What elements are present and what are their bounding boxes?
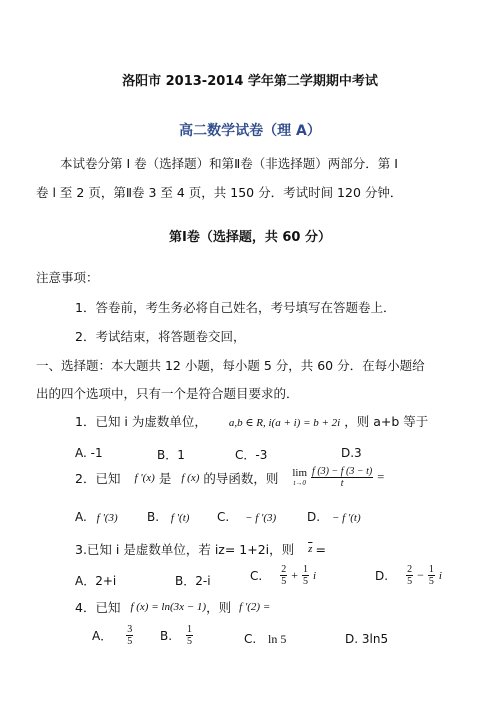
part-heading-line-2: 出的四个选项中，只有一个是符合题目要求的． [36,386,299,401]
q4-formula: f (x) = ln(3x − 1) [130,601,207,613]
q3-zbar: $\overline{z}$ [308,543,313,555]
q2-option-c-expr: − f '(3) [245,512,277,524]
question-2 [75,466,384,489]
q1-option-a[interactable]: A. -1 [75,446,103,460]
question-4 [75,598,270,616]
note-1: 1．答卷前，考生务必将自己姓名，考号填写在答题卷上． [75,300,396,315]
question-1 [75,412,428,430]
q3-option-d-letter: D. [375,568,389,583]
q4-option-a-letter: A． [92,629,113,643]
q4-option-b-letter: B. [160,628,173,643]
q4-option-a[interactable] [92,624,133,647]
q2-lim-sub: t→0 [293,478,306,487]
q4-stem-b: ，则 [206,600,232,615]
q4-option-b-fraction [186,624,193,647]
q3-option-d-fraction-2 [428,564,435,587]
q4-b-den: 5 [187,636,193,647]
q3-d-f2-num: 1 [428,564,434,575]
q3-c-f1-den: 5 [281,576,287,587]
q2-f: f (x) [181,471,200,484]
q3-option-d-fraction-1 [406,564,413,587]
q3-c-i: i [312,569,317,582]
q2-stem-b: 是 [158,470,172,486]
exam-title: 洛阳市 2013-2014 学年第二学期期中考试 [122,74,378,89]
q3-option-c-fraction-1 [280,564,287,587]
q4-fprime-2: f '(2) = [239,601,271,613]
q4-stem-a: 4．已知 [75,600,121,615]
exam-subtitle: 高二数学试卷（理 A） [179,123,321,139]
q2-fraction [311,466,373,489]
q4-option-a-fraction [126,624,133,647]
q3-d-f1-den: 5 [407,576,413,587]
q3-d-f2-den: 5 [428,576,434,587]
q2-option-d-expr: − f '(t) [331,512,361,524]
q3-stem-a: 3.已知 i 是虚数单位，若 iz= 1+2i，则 [75,542,295,557]
q2-stem-c: 的导函数，则 [203,470,279,486]
q2-equals: = [377,470,385,484]
q3-stem-b: = [315,541,326,557]
q2-option-a-letter: A. [75,510,87,524]
q1-stem-a: 1．已知 i 为虚数单位， [75,414,207,429]
q1-stem-b: ，则 a+b 等于 [344,414,429,429]
q3-d-i: i [438,569,442,582]
q2-option-b-expr: f '(t) [170,512,190,524]
q2-option-c-letter: C. [217,510,230,524]
q2-option-b[interactable] [147,510,189,524]
section-title: 第Ⅰ卷（选择题，共 60 分） [169,230,331,245]
q2-option-d-letter: D. [307,510,321,524]
q4-options [92,624,492,656]
q4-option-c-letter: C. [244,632,257,646]
q1-option-b[interactable]: B．1 [157,448,185,462]
q3-option-a[interactable]: A．2+i [75,574,117,588]
q3-c-f1-num: 2 [281,564,287,575]
q2-stem-a: 2．已知 [75,470,121,486]
q2-option-a[interactable] [75,510,118,524]
q4-option-c-expr: ln 5 [268,632,287,646]
q2-fraction-denominator: t [340,478,344,489]
q3-option-d[interactable] [375,564,442,587]
q1-options [75,446,475,462]
q2-option-a-expr: f '(3) [96,512,118,524]
q3-option-b[interactable]: B．2-i [175,574,211,588]
q3-option-c-letter: C. [250,568,263,583]
q3-option-c[interactable] [250,564,316,587]
q1-option-c[interactable]: C．-3 [235,448,268,462]
q4-option-c[interactable] [244,632,286,647]
notes-heading: 注意事项： [36,270,99,285]
q4-option-b[interactable] [160,624,193,647]
q2-lim-text: lim [292,466,308,479]
q3-c-f2-num: 1 [302,564,308,575]
q2-f-prime: f '(x) [134,471,155,484]
q1-formula: a,b ∈ R, i(a + i) = b + 2i [228,417,341,429]
q3-c-f2-den: 5 [302,576,308,587]
q3-d-f1-num: 2 [407,564,413,575]
q3-options [75,564,475,596]
question-3 [75,540,326,558]
q2-option-d[interactable] [307,510,361,524]
intro-line-2: 卷 l 至 2 页，第Ⅱ卷 3 至 4 页，共 150 分．考试时间 120 分钟． [36,185,403,200]
q4-a-den: 5 [127,636,133,647]
part-heading-line-1: 一、选择题：本大题共 12 小题，每小题 5 分，共 60 分．在每小题给 [36,358,425,373]
q2-limit [292,468,307,488]
q3-option-c-fraction-2 [302,564,309,587]
q2-fraction-numerator: f (3) − f (3 − t) [312,466,373,477]
q4-b-num: 1 [187,624,193,635]
q3-d-op: − [417,568,424,582]
note-2: 2．考试结束，将答题卷交回， [75,329,246,344]
q2-option-b-letter: B. [147,510,160,524]
q3-c-op: + [291,568,298,582]
intro-line-1: 本试卷分第 Ⅰ 卷（选择题）和第Ⅱ卷（非选择题）两部分．第 Ⅰ [60,156,398,171]
q1-option-d[interactable]: D.3 [341,446,362,460]
q4-option-d[interactable]: D. 3ln5 [345,632,389,646]
q2-option-c[interactable] [217,510,276,524]
q4-a-num: 3 [127,624,133,635]
q2-options [75,510,475,526]
